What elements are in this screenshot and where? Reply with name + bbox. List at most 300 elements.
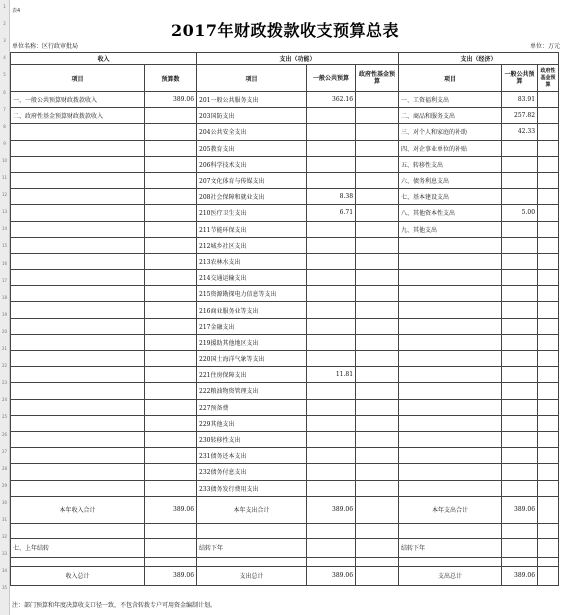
table-row — [11, 566, 559, 585]
func-item-general — [307, 464, 356, 480]
income-total-label: 本年收入合计 — [11, 496, 145, 523]
func-item-general — [307, 124, 356, 140]
func-grand-label: 支出总计 — [197, 566, 307, 585]
econ-general-header: 一般公共预算 — [502, 65, 538, 92]
table-row — [11, 286, 559, 302]
econ-item-label — [399, 237, 502, 253]
func-item-general — [307, 318, 356, 334]
econ-item-label: 二、商品和服务支出 — [399, 108, 502, 124]
econ-item-general — [502, 172, 538, 188]
econ-item-label — [399, 270, 502, 286]
unit-label: 单位：万元 — [529, 43, 560, 50]
income-item-value — [145, 221, 197, 237]
income-header: 收入 — [11, 53, 197, 65]
econ-item-fund — [538, 480, 559, 496]
income-item-label — [11, 253, 145, 269]
econ-item-general — [502, 237, 538, 253]
row-number: 11 — [1, 175, 8, 180]
sheet-tag: 表4 — [12, 8, 21, 14]
func-item-label: 221住房保障支出 — [197, 367, 307, 383]
blank-cell — [502, 557, 538, 566]
income-item-value — [145, 140, 197, 156]
func-next-balance-fund — [356, 538, 399, 557]
econ-item-fund — [538, 367, 559, 383]
table-row — [11, 172, 559, 188]
econ-item-fund — [538, 431, 559, 447]
blank-cell — [307, 557, 356, 566]
func-item-fund — [356, 253, 399, 269]
income-item-value — [145, 399, 197, 415]
econ-item-label — [399, 480, 502, 496]
func-item-fund — [356, 318, 399, 334]
func-item-label: 214交通运输支出 — [197, 270, 307, 286]
func-item-header: 项目 — [197, 65, 307, 92]
econ-item-fund — [538, 189, 559, 205]
income-item-value — [145, 270, 197, 286]
econ-item-label: 四、对企事业单位的补贴 — [399, 140, 502, 156]
blank-cell — [399, 523, 502, 538]
income-item-value — [145, 237, 197, 253]
func-item-label: 210医疗卫生支出 — [197, 205, 307, 221]
func-item-fund — [356, 140, 399, 156]
income-item-value — [145, 480, 197, 496]
func-item-general: 11.81 — [307, 367, 356, 383]
row-number: 8 — [3, 123, 6, 129]
table-row — [11, 221, 559, 237]
func-total-label: 本年支出合计 — [197, 496, 307, 523]
func-item-label: 213农林水支出 — [197, 253, 307, 269]
econ-item-general — [502, 334, 538, 350]
econ-next-balance-label: 结转下年 — [399, 538, 502, 557]
blank-cell — [502, 523, 538, 538]
econ-item-label: 五、转移性支出 — [399, 156, 502, 172]
econ-item-fund — [538, 318, 559, 334]
income-item-value — [145, 302, 197, 318]
income-item-label — [11, 172, 145, 188]
row-number: 23 — [1, 380, 8, 386]
econ-item-general — [502, 140, 538, 156]
row-number: 27 — [1, 448, 8, 454]
econ-item-label — [399, 383, 502, 399]
func-item-label: 217金融支出 — [197, 318, 307, 334]
func-item-label: 204公共安全支出 — [197, 124, 307, 140]
func-item-general: 8.38 — [307, 189, 356, 205]
func-item-fund — [356, 124, 399, 140]
income-budget-header: 预算数 — [145, 65, 197, 92]
econ-item-label: 七、基本建设支出 — [399, 189, 502, 205]
econ-item-general — [502, 302, 538, 318]
blank-cell — [145, 557, 197, 566]
income-item-label — [11, 124, 145, 140]
econ-total-value: 389.06 — [502, 496, 538, 523]
func-item-label: 201一般公共服务支出 — [197, 92, 307, 108]
income-item-label — [11, 415, 145, 431]
table-row — [11, 302, 559, 318]
func-grand-value: 389.06 — [307, 566, 356, 585]
row-number: 29 — [1, 482, 8, 488]
econ-item-fund — [538, 140, 559, 156]
econ-item-general: 5.00 — [502, 205, 538, 221]
econ-item-fund — [538, 415, 559, 431]
income-item-label — [11, 448, 145, 464]
income-item-label — [11, 237, 145, 253]
blank-cell — [356, 557, 399, 566]
econ-item-label — [399, 464, 502, 480]
income-item-value — [145, 464, 197, 480]
func-item-fund — [356, 302, 399, 318]
income-item-value — [145, 156, 197, 172]
func-item-label: 206科学技术支出 — [197, 156, 307, 172]
income-item-value — [145, 383, 197, 399]
func-item-fund — [356, 270, 399, 286]
table-row — [11, 124, 559, 140]
func-item-general — [307, 334, 356, 350]
func-item-label: 216商业服务业等支出 — [197, 302, 307, 318]
econ-item-fund — [538, 237, 559, 253]
func-item-fund — [356, 448, 399, 464]
econ-item-fund — [538, 156, 559, 172]
econ-grand-fund — [538, 566, 559, 585]
func-item-general — [307, 480, 356, 496]
econ-item-fund — [538, 383, 559, 399]
func-item-label: 232债务付息支出 — [197, 464, 307, 480]
income-item-value — [145, 253, 197, 269]
income-item-value — [145, 367, 197, 383]
row-number: 24 — [1, 397, 8, 403]
func-item-general — [307, 140, 356, 156]
income-item-label — [11, 383, 145, 399]
econ-item-label: 一、工资福利支出 — [399, 92, 502, 108]
func-item-fund — [356, 464, 399, 480]
func-item-label: 222粮油物资管理支出 — [197, 383, 307, 399]
func-item-fund — [356, 334, 399, 350]
blank-cell — [356, 523, 399, 538]
exp-func-header: 支出（功能） — [197, 53, 399, 65]
econ-item-label — [399, 334, 502, 350]
row-number: 9 — [3, 140, 6, 146]
prev-balance-label: 七、上年结转 — [11, 538, 145, 557]
func-item-fund — [356, 237, 399, 253]
func-item-general — [307, 237, 356, 253]
func-item-fund — [356, 351, 399, 367]
econ-item-fund — [538, 92, 559, 108]
func-item-general — [307, 431, 356, 447]
func-item-label: 215资源勘探电力信息等支出 — [197, 286, 307, 302]
row-number: 5 — [3, 72, 6, 78]
func-item-general — [307, 448, 356, 464]
income-item-label — [11, 464, 145, 480]
footnote: 注：部门预算和年度决算收支口径一致，不包含转拨专户可用资金编制计划。 — [12, 602, 217, 609]
econ-item-fund — [538, 221, 559, 237]
econ-total-fund — [538, 496, 559, 523]
func-fund-header: 政府性基金预算 — [356, 65, 399, 92]
blank-cell — [11, 557, 145, 566]
func-item-fund — [356, 205, 399, 221]
income-grand-value: 389.06 — [145, 566, 197, 585]
row-number: 21 — [1, 346, 8, 351]
table-row — [11, 480, 559, 496]
exp-econ-header: 支出（经济） — [399, 53, 559, 65]
table-row — [11, 334, 559, 350]
blank-cell — [538, 557, 559, 566]
econ-item-general — [502, 431, 538, 447]
income-item-value — [145, 172, 197, 188]
income-item-label — [11, 334, 145, 350]
econ-item-fund — [538, 253, 559, 269]
econ-item-label: 九、其他支出 — [399, 221, 502, 237]
func-item-general — [307, 399, 356, 415]
row-number: 6 — [3, 89, 6, 95]
income-item-label — [11, 270, 145, 286]
econ-item-fund — [538, 351, 559, 367]
income-item-label: 二、政府性基金预算财政拨款收入 — [11, 108, 145, 124]
income-item-label — [11, 399, 145, 415]
table-row — [11, 270, 559, 286]
func-item-label: 229其他支出 — [197, 415, 307, 431]
econ-item-general: 257.82 — [502, 108, 538, 124]
econ-item-label: 六、债务利息支出 — [399, 172, 502, 188]
econ-item-fund — [538, 302, 559, 318]
table-row — [11, 448, 559, 464]
income-item-label — [11, 431, 145, 447]
income-total-value: 389.06 — [145, 496, 197, 523]
econ-item-general: 42.33 — [502, 124, 538, 140]
func-item-general — [307, 156, 356, 172]
income-item-value: 389.06 — [145, 92, 197, 108]
row-number: 2 — [3, 21, 6, 27]
table-row — [11, 496, 559, 523]
func-item-fund — [356, 156, 399, 172]
income-item-label — [11, 205, 145, 221]
func-general-header: 一般公共预算 — [307, 65, 356, 92]
prev-balance-value — [145, 538, 197, 557]
income-item-label — [11, 156, 145, 172]
func-item-fund — [356, 399, 399, 415]
table-row — [11, 538, 559, 557]
income-item-label — [11, 286, 145, 302]
econ-item-general — [502, 270, 538, 286]
func-item-label: 233债务发行费用支出 — [197, 480, 307, 496]
func-item-label: 207文化体育与传媒支出 — [197, 172, 307, 188]
income-item-label — [11, 480, 145, 496]
row-number: 28 — [1, 465, 8, 471]
row-number: 15 — [1, 243, 8, 249]
blank-cell — [538, 523, 559, 538]
econ-next-balance-value — [502, 538, 538, 557]
row-number: 16 — [1, 260, 8, 266]
econ-item-label — [399, 415, 502, 431]
func-item-general: 6.71 — [307, 205, 356, 221]
page-title: 2017年财政拨款收支预算总表 — [170, 21, 400, 40]
func-total-fund — [356, 496, 399, 523]
income-item-value — [145, 205, 197, 221]
econ-item-general — [502, 351, 538, 367]
func-item-general — [307, 253, 356, 269]
func-item-general: 362.16 — [307, 92, 356, 108]
table-row — [11, 415, 559, 431]
econ-item-fund — [538, 334, 559, 350]
row-number: 19 — [1, 311, 8, 317]
econ-item-fund — [538, 205, 559, 221]
func-item-fund — [356, 480, 399, 496]
blank-cell — [197, 523, 307, 538]
income-item-header: 项目 — [11, 65, 145, 92]
table-row — [11, 557, 559, 566]
econ-item-general — [502, 448, 538, 464]
table-row — [11, 383, 559, 399]
econ-item-general — [502, 189, 538, 205]
row-number: 34 — [1, 568, 8, 574]
econ-item-label — [399, 318, 502, 334]
econ-item-fund — [538, 464, 559, 480]
table-row — [11, 351, 559, 367]
func-next-balance-label: 结转下年 — [197, 538, 307, 557]
func-item-fund — [356, 189, 399, 205]
income-item-label — [11, 189, 145, 205]
table-row — [11, 431, 559, 447]
econ-next-balance-fund — [538, 538, 559, 557]
income-item-value — [145, 448, 197, 464]
budget-table — [10, 52, 559, 586]
row-number: 33 — [1, 551, 8, 557]
func-item-fund — [356, 92, 399, 108]
econ-item-general — [502, 480, 538, 496]
func-item-fund — [356, 172, 399, 188]
table-row — [11, 464, 559, 480]
econ-fund-header: 政府性基金预算 — [538, 65, 559, 92]
table-row — [11, 318, 559, 334]
econ-item-general — [502, 221, 538, 237]
econ-item-label — [399, 286, 502, 302]
income-item-value — [145, 415, 197, 431]
econ-item-fund — [538, 286, 559, 302]
econ-item-label — [399, 302, 502, 318]
row-number: 13 — [1, 209, 8, 215]
table-row — [11, 253, 559, 269]
income-item-label — [11, 302, 145, 318]
income-item-value — [145, 334, 197, 350]
func-item-general — [307, 383, 356, 399]
row-number: 18 — [1, 294, 8, 300]
econ-item-fund — [538, 270, 559, 286]
income-item-value — [145, 318, 197, 334]
blank-cell — [11, 523, 145, 538]
econ-grand-value: 389.06 — [502, 566, 538, 585]
income-item-value — [145, 286, 197, 302]
econ-item-fund — [538, 124, 559, 140]
func-item-label: 231债务还本支出 — [197, 448, 307, 464]
table-row — [11, 189, 559, 205]
row-number: 26 — [1, 431, 8, 437]
row-number: 31 — [1, 517, 8, 522]
func-item-label: 205教育支出 — [197, 140, 307, 156]
row-number: 25 — [1, 414, 8, 420]
income-item-label — [11, 318, 145, 334]
func-item-general — [307, 415, 356, 431]
table-row — [11, 367, 559, 383]
func-item-label: 220国土海洋气象等支出 — [197, 351, 307, 367]
econ-item-fund — [538, 108, 559, 124]
func-item-general — [307, 172, 356, 188]
func-item-label: 211节能环保支出 — [197, 221, 307, 237]
func-item-fund — [356, 108, 399, 124]
econ-total-label: 本年支出合计 — [399, 496, 502, 523]
income-item-value — [145, 431, 197, 447]
func-item-general — [307, 221, 356, 237]
row-number: 10 — [1, 157, 8, 163]
table-row — [11, 237, 559, 253]
income-item-label: 一、一般公共预算财政拨款收入 — [11, 92, 145, 108]
func-item-fund — [356, 367, 399, 383]
income-item-value — [145, 351, 197, 367]
row-number: 7 — [3, 106, 6, 112]
row-number: 14 — [1, 226, 8, 232]
row-number: 30 — [1, 499, 8, 505]
econ-item-general — [502, 383, 538, 399]
func-item-label: 212城乡社区支出 — [197, 237, 307, 253]
econ-item-general — [502, 415, 538, 431]
func-item-general — [307, 270, 356, 286]
func-item-general — [307, 286, 356, 302]
econ-item-general — [502, 464, 538, 480]
econ-item-general: 83.91 — [502, 92, 538, 108]
econ-item-label: 八、其他资本性支出 — [399, 205, 502, 221]
income-grand-label: 收入总计 — [11, 566, 145, 585]
econ-item-label — [399, 351, 502, 367]
econ-item-label — [399, 399, 502, 415]
unit-name: 单位名称：区行政审批局 — [12, 43, 79, 50]
func-item-label: 203国防支出 — [197, 108, 307, 124]
func-item-label: 227预备费 — [197, 399, 307, 415]
econ-item-general — [502, 156, 538, 172]
func-item-fund — [356, 415, 399, 431]
func-item-general — [307, 351, 356, 367]
income-item-value — [145, 124, 197, 140]
func-item-fund — [356, 431, 399, 447]
table-row — [11, 399, 559, 415]
row-number: 17 — [1, 277, 8, 283]
table-row — [11, 108, 559, 124]
blank-cell — [307, 523, 356, 538]
func-item-fund — [356, 286, 399, 302]
econ-item-label — [399, 253, 502, 269]
row-number: 20 — [1, 328, 8, 334]
income-item-label — [11, 140, 145, 156]
row-number: 1 — [3, 4, 6, 9]
income-item-value — [145, 189, 197, 205]
income-item-label — [11, 221, 145, 237]
econ-item-header: 项目 — [399, 65, 502, 92]
income-item-value — [145, 108, 197, 124]
func-item-label: 208社会保障和就业支出 — [197, 189, 307, 205]
econ-item-label — [399, 448, 502, 464]
econ-item-fund — [538, 399, 559, 415]
row-number: 4 — [3, 55, 6, 61]
func-total-value: 389.06 — [307, 496, 356, 523]
income-item-label — [11, 367, 145, 383]
econ-item-fund — [538, 448, 559, 464]
table-row — [11, 92, 559, 108]
func-next-balance-value — [307, 538, 356, 557]
func-item-label: 230转移性支出 — [197, 431, 307, 447]
row-number: 12 — [1, 192, 8, 198]
econ-item-label: 三、对个人和家庭的补助 — [399, 124, 502, 140]
func-item-label: 219援助其他地区支出 — [197, 334, 307, 350]
func-item-general — [307, 302, 356, 318]
func-item-general — [307, 108, 356, 124]
income-item-label — [11, 351, 145, 367]
econ-item-fund — [538, 172, 559, 188]
